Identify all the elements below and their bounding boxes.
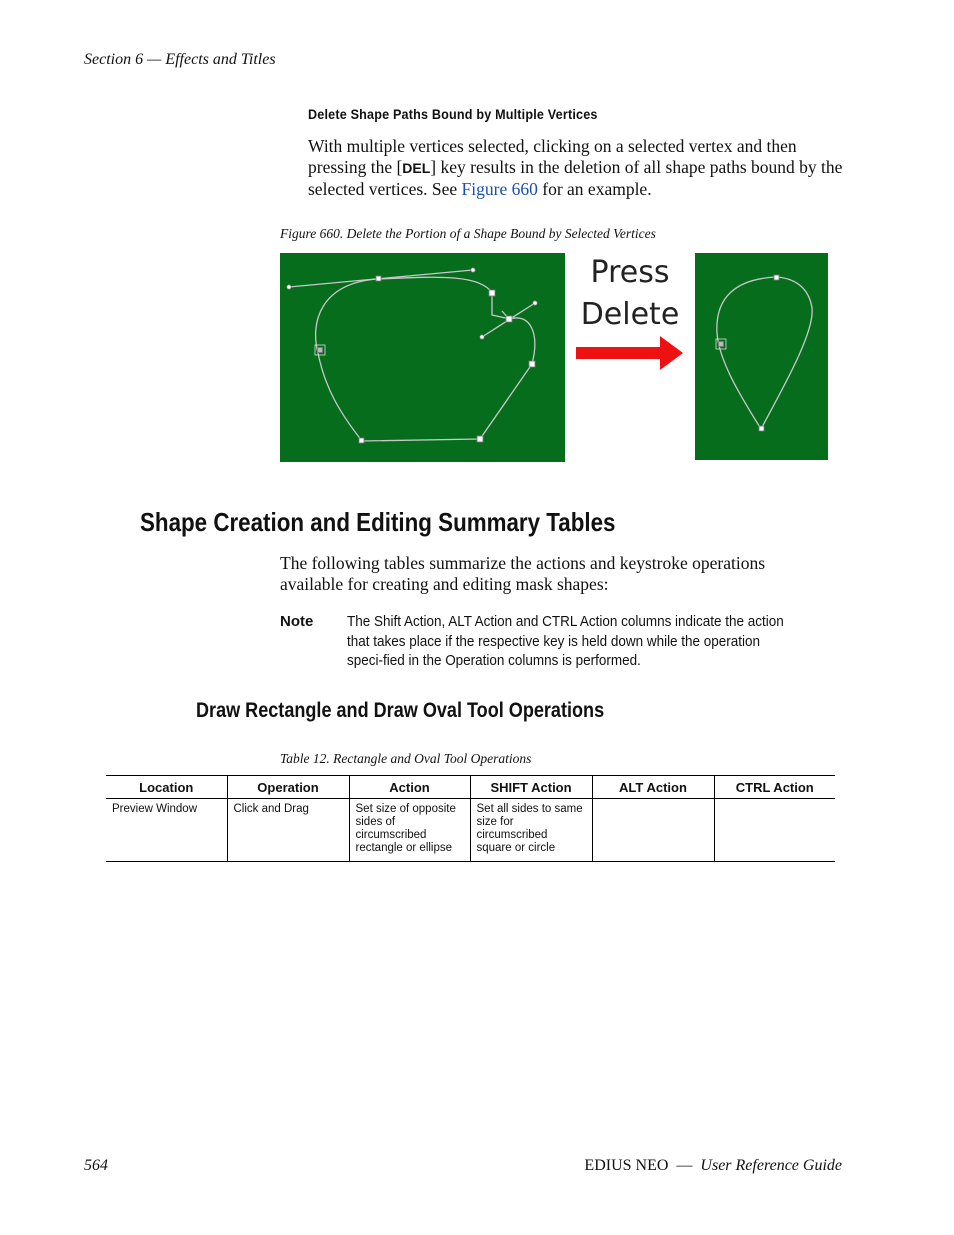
column-header: Location [106,776,227,799]
paragraph-delete-vertices [308,136,848,200]
shape-after-drawing [695,253,828,460]
press-delete-label [580,252,680,336]
table-cell: Set size of opposite sides of circumscribed rectangle or ellipse [349,799,470,862]
table-cell [714,799,835,862]
press-text: Press [590,255,670,290]
paragraph-text: for an example. [537,179,652,199]
key-label: DEL [402,160,431,176]
operations-table [106,775,835,862]
table-heading: Draw Rectangle and Draw Oval Tool Operations [196,699,605,722]
running-footer [584,1157,842,1175]
column-header: CTRL Action [714,776,835,799]
guide-title: User Reference Guide [700,1157,842,1174]
section-heading: Shape Creation and Editing Summary Tables [140,507,616,537]
summary-paragraph: The following tables summarize the actions and keystroke operations available for creating and editing mask shapes: [280,553,766,594]
shape-after-panel [695,253,828,460]
running-header: Section 6 — Effects and Titles [84,51,276,68]
note-label: Note [280,613,314,630]
arrow-shape [576,334,686,372]
column-header: SHIFT Action [470,776,592,799]
shape-before-panel [280,253,565,462]
subsection-title: Delete Shape Paths Bound by Multiple Vertices [308,106,598,122]
right-arrow-icon [576,334,686,372]
column-header: Action [349,776,470,799]
figure-caption: Figure 660. Delete the Portion of a Shape Bound by Selected Vertices [280,226,656,241]
page-number: 564 [84,1157,108,1174]
column-header: Operation [227,776,349,799]
table-cell: Click and Drag [227,799,349,862]
table-header-row [106,776,835,799]
paragraph-text: ] key results in the deletion of all shape paths bound by the selected vertices. See [308,157,843,199]
paragraph-text: With multiple vertices selected, clicking on a selected vertex and then pressing the [ [308,136,797,177]
product-name: EDIUS NEO [584,1157,669,1174]
shape-before-drawing [280,253,565,462]
table-cell [592,799,714,862]
footer-separator: — [676,1157,693,1174]
note-text: The Shift Action, ALT Action and CTRL Action columns indicate the action that takes place if the respective key is held down while the operation speci-fied in the Operation columns is performed. [347,614,784,669]
table-row [106,799,835,862]
column-header: ALT Action [592,776,714,799]
table-caption: Table 12. Rectangle and Oval Tool Operations [280,751,532,766]
table-cell: Set all sides to same size for circumscribed square or circle [470,799,592,862]
figure-link[interactable]: Figure 660 [461,179,538,199]
delete-text: Delete [580,297,680,332]
table-cell: Preview Window [106,799,227,862]
